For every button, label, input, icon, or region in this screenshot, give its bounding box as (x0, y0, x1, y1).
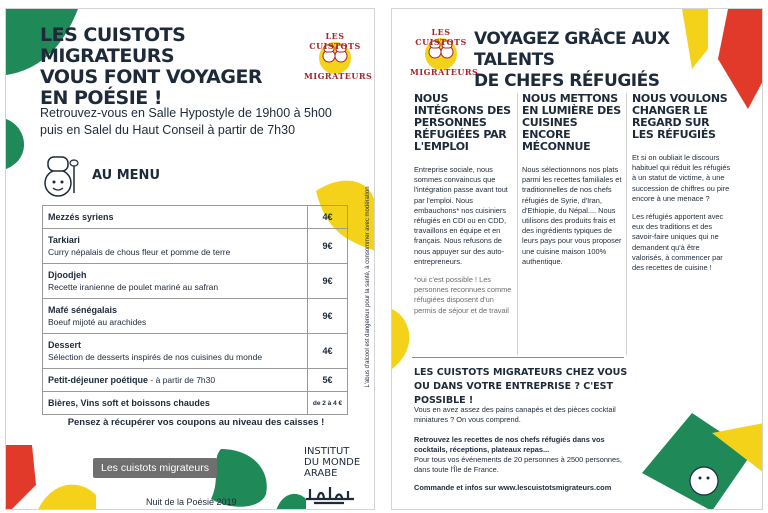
menu-item-price: 5€ (307, 369, 347, 391)
column-employment (414, 93, 514, 316)
ima-line-2: DU MONDE (304, 457, 361, 468)
promo-highlight (414, 435, 628, 475)
column-body: Et si on oubliait le discours habituel qui réduit les réfugiés à un statut de victime, à une succession de chiffres ou pire encore à une menace ? (632, 153, 731, 203)
column-cuisines (522, 93, 622, 267)
menu-item-price: 4€ (307, 334, 347, 368)
green-blob-small (276, 489, 306, 510)
column-body: Entreprise sociale, nous sommes convaincus que l'intégration passe avant tout par l'emploi. Nous embauchons* nos cuisiniers réfugiés en CDI ou en CDD, travaillons en équipe et en français. Nous refusons de nous appuyer sur des auto-entrepreneurs. (414, 165, 508, 266)
column-body: Nous sélectionnons nos plats parmi les recettes familiales et traditionnelles de nos chefs réfugiés de Syrie, d'Iran, d'Ethiopie, du Népal.... Nous utilisons des produits frais et des ingrédients typiques de leurs pays pour vous proposer une cuisine maison 100% authentique. (522, 165, 622, 266)
logo-text-top: LES CUISTOTS (309, 31, 361, 51)
ima-arabic-logo-icon (304, 483, 356, 505)
menu-item-name: Djoodjeh (48, 270, 87, 280)
schedule-line-1: Retrouvez-vous en Salle Hypostyle de 19h00 à 5h00 (40, 106, 332, 120)
menu-item-name: Petit-déjeuner poétique (48, 375, 149, 385)
promo-highlight-bold: Retrouvez les recettes de nos chefs réfugiés dans vos cocktails, réceptions, plateaux repas... (414, 435, 605, 454)
column-footnote: *oui c'est possible ! Les personnes reconnues comme réfugiées disposent d'un permis de séjour et de travail (414, 275, 512, 315)
menu-table (42, 205, 348, 415)
caption-badge: Les cuistots migrateurs (93, 458, 217, 478)
menu-row (43, 391, 347, 414)
logo-text-bottom: MIGRATEURS (410, 67, 479, 77)
alcohol-warning-text: L'abus d'alcool est dangereux pour la santé, à consommer avec modération (365, 186, 371, 388)
menu-item-desc: Sélection de desserts inspirés de nos cuisines du monde (48, 352, 263, 362)
title-line-3: EN POÉSIE ! (40, 87, 163, 109)
menu-item-name: Dessert (48, 340, 82, 350)
title-line-2: DE CHEFS RÉFUGIÉS (474, 71, 660, 91)
menu-item-price: 9€ (307, 229, 347, 263)
green-blob-left (6, 119, 36, 169)
menu-item-name: Tarkiari (48, 235, 80, 245)
ima-line-3: ARABE (304, 468, 338, 479)
menu-row (43, 333, 347, 368)
title-line-1: VOYAGEZ GRÂCE AUX TALENTS (474, 29, 670, 70)
menu-row (43, 298, 347, 333)
menu-item-name: Mafé sénégalais (48, 305, 118, 315)
column-heading: NOUS INTÉGRONS DES PERSONNES RÉFUGIÉES PAR L'EMPLOI (414, 92, 511, 153)
info-page (391, 8, 763, 510)
menu-heading: AU MENU (92, 168, 160, 183)
yellow-blob-left (392, 309, 422, 369)
menu-item-name: Mezzés syriens (48, 212, 114, 222)
page-title (40, 25, 290, 109)
promo-heading: LES CUISTOTS MIGRATEURS CHEZ VOUS OU DANS VOTRE ENTREPRISE ? C'EST POSSIBLE ! (414, 367, 628, 406)
menu-item-desc: Recette iranienne de poulet mariné au safran (48, 282, 219, 292)
menu-item-price: de 2 à 4 € (307, 392, 347, 414)
logo-text-top: LES CUISTOTS (415, 27, 467, 47)
section-divider (412, 357, 624, 358)
column-heading: NOUS VOULONS CHANGER LE REGARD SUR LES RÉFUGIÉS (632, 92, 728, 141)
menu-row (43, 228, 347, 263)
green-diamond-decor (642, 413, 763, 510)
menu-item-desc: Boeuf mijoté au arachides (48, 317, 147, 327)
menu-page (5, 8, 375, 510)
alcohol-warning (361, 157, 375, 417)
ima-line-1: INSTITUT (304, 446, 350, 457)
event-footer: Nuit de la Poésie 2019 (146, 497, 237, 507)
column-perception (632, 93, 732, 273)
menu-item-name: Bières, Vins soft et boissons chaudes (48, 398, 210, 408)
schedule-text (40, 105, 332, 139)
menu-item-desc: - à partir de 7h30 (148, 375, 216, 385)
promo-highlight-rest: Pour tous vos événements de 20 personnes à 2500 personnes, dans toute l'Île de France. (414, 455, 622, 474)
menu-row (43, 368, 347, 391)
column-divider (517, 93, 518, 355)
schedule-line-2: puis en Salel du Haut Conseil à partir de 7h30 (40, 123, 296, 137)
chef-mascot-icon (40, 153, 84, 199)
ima-logo (304, 446, 364, 510)
menu-item-price: 9€ (307, 264, 347, 298)
menu-item-desc: Curry népalais de chous fleur et pomme de terre (48, 247, 231, 257)
menu-item-price: 9€ (307, 299, 347, 333)
logo-text-bottom: MIGRATEURS (304, 71, 373, 81)
coupon-notice: Pensez à récupérer vos coupons au niveau des caisses ! (67, 417, 325, 428)
menu-row (43, 263, 347, 298)
menu-item-price: 4€ (307, 206, 347, 228)
title-line-2: VOUS FONT VOYAGER (40, 66, 263, 88)
promo-body: Vous en avez assez des pains canapés et des pièces cocktail miniatures ? On vous comprend. (414, 405, 616, 424)
cuistots-logo (304, 25, 373, 87)
cuistots-logo (410, 21, 479, 83)
red-blob-bottom-left (6, 445, 36, 510)
column-heading: NOUS METTONS EN LUMIÈRE DES CUISINES ENCORE MÉCONNUE (522, 92, 621, 153)
yellow-blob-bottom (36, 475, 96, 510)
title-line-1: LES CUISTOTS MIGRATEURS (40, 24, 186, 67)
column-body-2: Les réfugiés apportent avec eux des traditions et des savoir-faire uniques qui ne demandent qu'à être valorisés, à commencer par des recettes de cuisine ! (632, 212, 724, 273)
menu-row (43, 206, 347, 228)
page-title (474, 29, 744, 92)
column-divider (626, 93, 627, 355)
promo-contact: Commande et infos sur www.lescuistotsmigrateurs.com (414, 483, 612, 492)
